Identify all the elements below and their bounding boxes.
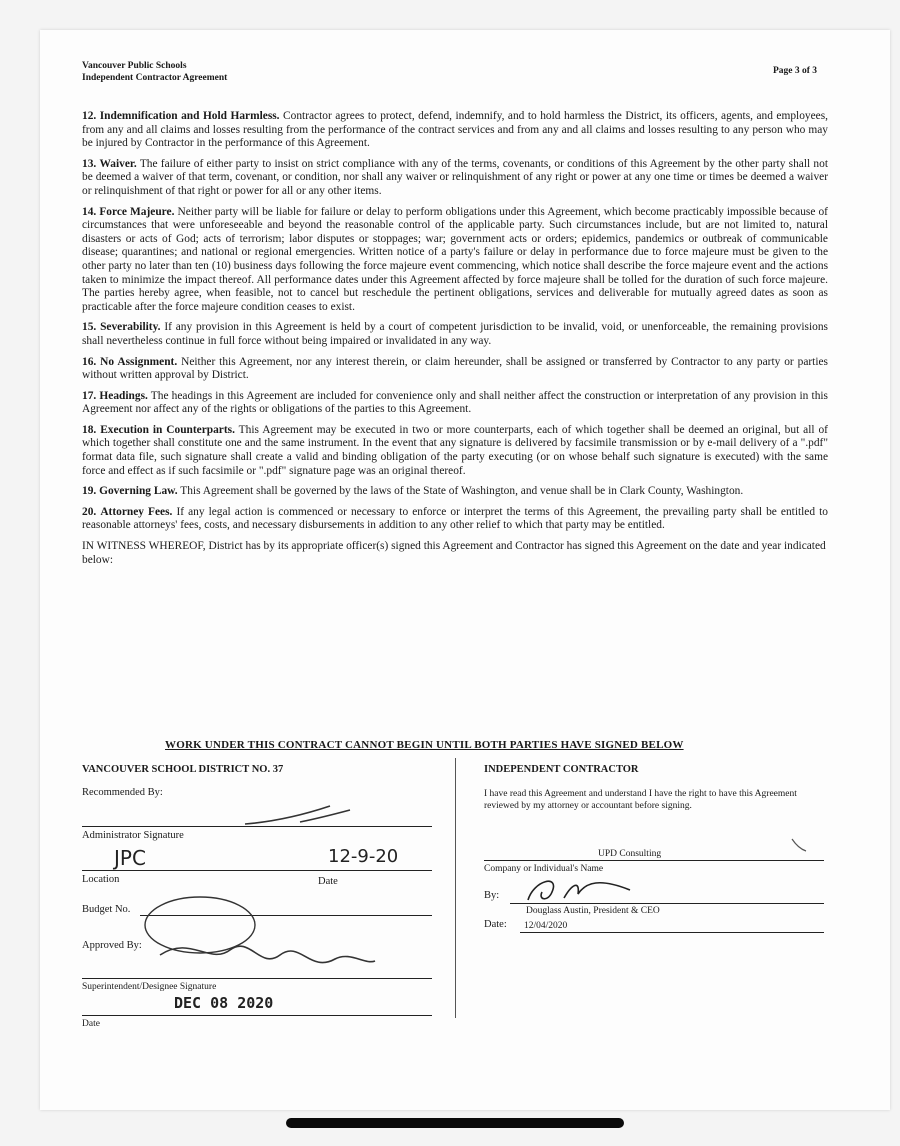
date-handwritten: 12-9-20 — [328, 846, 399, 867]
superintendent-signature-line — [82, 978, 432, 979]
contractor-signature-mark — [520, 870, 640, 906]
header-doc-title: Independent Contractor Agreement — [82, 73, 228, 83]
section-number: 16. — [82, 355, 97, 368]
section-title: Waiver. — [99, 157, 137, 170]
section-text: Neither party will be liable for failure or delay to perform obligations under this Agreement, which become practicably impossible because of circumstances that were unforeseeable and beyond the reasonable control of the applicable party. Such circumstances include, but are not limited to, natural disasters or acts of God; acts of terrorism; labor disputes or stoppages; war; government acts or orders; epidemics, pandemics or outbreak of communicable disease; quarantines; and national or regional emergencies. Written notice of a party's failure or delay in performance due to force majeure must be given to the other party no later than ten (10) business days following the force majeure event commencing, which notice shall describe the force majeure event and the actions taken to minimize the impact thereof. All performance dates under this Agreement affected by force majeure shall be tolled for the duration of such force majeure. The parties hereby agree, when feasible, not to cancel but reschedule the pertinent obligations, services and deliverable for mutually agreed dates as soon as practicable after the force majeure condition ceases to exist. — [82, 205, 828, 313]
section-16 — [82, 356, 828, 383]
date-received-stamp: DEC 08 2020 — [174, 994, 274, 1012]
contractor-date-line — [520, 932, 824, 933]
witness-clause: IN WITNESS WHEREOF, District has by its appropriate officer(s) signed this Agreement and Contractor has signed this Agreement on the date and year indicated below: — [82, 540, 826, 566]
section-14 — [82, 206, 828, 315]
approved-by-label: Approved By: — [82, 940, 142, 951]
page-number: Page 3 of 3 — [773, 66, 818, 76]
agreement-body — [82, 110, 828, 567]
contractor-date-value: 12/04/2020 — [524, 921, 568, 931]
contractor-heading: INDEPENDENT CONTRACTOR — [484, 764, 639, 775]
section-text: If any legal action is commenced or necessary to enforce or interpret the terms of this Agreement, the prevailing party shall be entitled to reasonable attorneys' fees, costs, and necessary disbursements in addition to any other relief to which that party may be entitled. — [82, 505, 828, 532]
date-label: Date — [318, 876, 338, 887]
location-label: Location — [82, 874, 120, 885]
recommended-by-label: Recommended By: — [82, 787, 163, 798]
section-text: This Agreement may be executed in two or more counterparts, each of which together shall be deemed an original, but all of which together shall constitute one and the same instrument. In the event that any signature is delivered by facsimile transmission or by e-mail delivery of a ".pdf" format data file, such signature shall create a valid and binding obligation of the party executing (or on whose behalf such signature is executed) with the same force and effect as if such facsimile or ".pdf" signature page was an original thereof. — [82, 423, 828, 477]
signature-line — [510, 903, 824, 904]
by-label: By: — [484, 890, 500, 901]
company-name-value: UPD Consulting — [598, 849, 662, 859]
company-name-label: Company or Individual's Name — [484, 864, 604, 874]
section-title: Force Majeure. — [99, 205, 175, 218]
section-20 — [82, 506, 828, 533]
section-number: 17. — [82, 389, 97, 402]
location-date-line — [82, 870, 432, 871]
section-15 — [82, 321, 828, 348]
section-number: 19. — [82, 485, 97, 498]
date-label-bottom: Date — [82, 1019, 100, 1029]
section-text: Contractor agrees to protect, defend, indemnify, and to hold harmless the District, its officers, agents, and employees, from any and all claims and losses resulting from the performance of the contract services and from any and all claims and losses resulting to any person who may be injured by Contractor in the performance of this Agreement. — [82, 110, 828, 150]
page-header-left — [82, 60, 227, 84]
contractor-statement: I have read this Agreement and understand I have the right to have this Agreement reviewed by my attorney or accountant before signing. — [484, 789, 797, 811]
section-title: Attorney Fees. — [100, 505, 173, 518]
admin-signature-mark — [240, 800, 360, 830]
section-text: The failure of either party to insist on strict compliance with any of the terms, covenants, or conditions of this Agreement by the other party shall not be deemed a waiver of that term, covenant, or condition, nor shall any waiver or relinquishment of any right or power at any one time or times be deemed a waiver or relinquishment of that right or power for all or any other items. — [82, 157, 828, 197]
section-18 — [82, 424, 828, 478]
home-indicator-bar[interactable] — [286, 1118, 624, 1128]
section-text: This Agreement shall be governed by the laws of the State of Washington, and venue shall be in Clark County, Washington. — [180, 485, 744, 498]
section-12 — [82, 110, 828, 151]
admin-signature-label: Administrator Signature — [82, 830, 184, 841]
section-title: Governing Law. — [99, 485, 178, 498]
section-number: 18. — [82, 423, 97, 436]
date-line — [82, 1015, 432, 1016]
section-text: The headings in this Agreement are included for convenience only and shall neither affect the construction or interpretation of any provision in this Agreement nor affect any of the rights or obligations of the parties to this Agreement. — [82, 389, 828, 416]
section-number: 13. — [82, 157, 97, 170]
column-divider — [455, 758, 456, 1018]
company-name-line — [484, 860, 824, 861]
section-title: Severability. — [100, 321, 161, 334]
section-title: No Assignment. — [100, 355, 178, 368]
check-mark — [790, 835, 820, 855]
section-number: 14. — [82, 205, 97, 218]
section-title: Execution in Counterparts. — [100, 423, 235, 436]
district-heading: VANCOUVER SCHOOL DISTRICT NO. 37 — [82, 764, 284, 775]
section-number: 15. — [82, 321, 97, 334]
section-title: Indemnification and Hold Harmless. — [99, 110, 280, 122]
section-13 — [82, 158, 828, 199]
section-text: Neither this Agreement, nor any interest therein, or claim hereunder, shall be assigned or transferred by Contractor to any party or parties without written approval by District. — [82, 355, 828, 382]
section-17 — [82, 390, 828, 417]
signature-banner: WORK UNDER THIS CONTRACT CANNOT BEGIN UNTIL BOTH PARTIES HAVE SIGNED BELOW — [165, 739, 684, 751]
superintendent-signature-label: Superintendent/Designee Signature — [82, 982, 217, 992]
section-title: Headings. — [99, 389, 148, 402]
superintendent-signature-mark — [140, 895, 380, 985]
section-number: 20. — [82, 505, 97, 518]
contractor-date-label: Date: — [484, 919, 507, 930]
signer-name-title: Douglass Austin, President & CEO — [526, 906, 660, 916]
header-org: Vancouver Public Schools — [82, 61, 187, 71]
section-text: If any provision in this Agreement is held by a court of competent jurisdiction to be invalid, void, or unenforceable, the remaining provisions shall nevertheless continue in full force without being impaired or invalidated in any way. — [82, 321, 828, 347]
budget-no-label: Budget No. — [82, 904, 131, 915]
section-number: 12. — [82, 110, 97, 122]
section-19 — [82, 485, 828, 499]
location-handwritten: JPC — [114, 846, 146, 870]
